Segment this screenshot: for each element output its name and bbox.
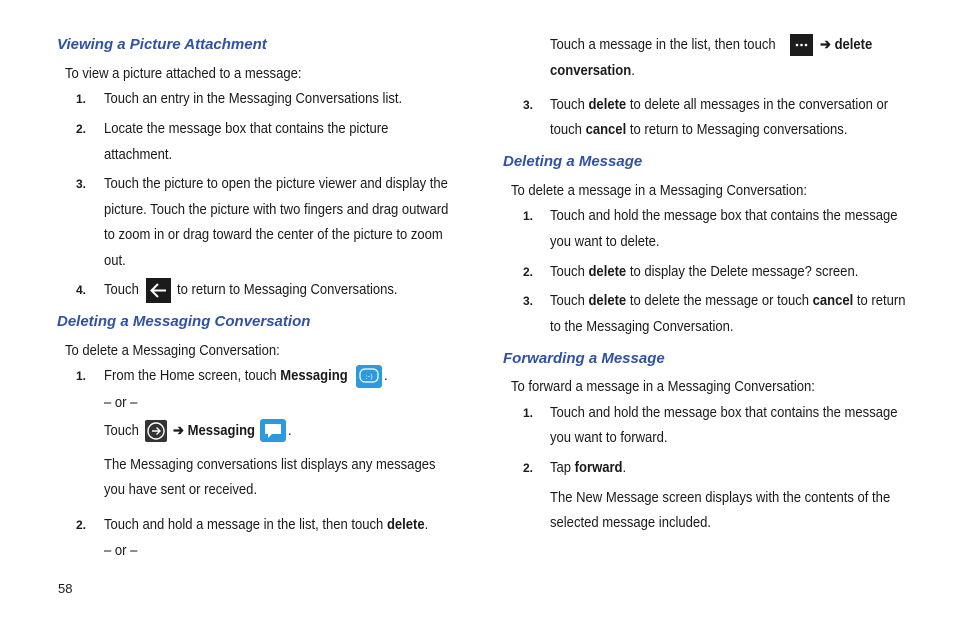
note-text: you have sent or received.: [104, 482, 258, 498]
step-text: Touch a message in the list, then touch: [550, 37, 776, 53]
step-number: 3.: [76, 177, 87, 191]
step-text: you want to forward.: [550, 430, 668, 446]
or-separator: – or –: [104, 543, 138, 559]
step-number: 2.: [76, 518, 87, 532]
step-text: .: [288, 423, 292, 439]
step-number: 1.: [76, 92, 87, 106]
step-text: Tap forward.: [550, 460, 627, 476]
messaging-icon: [356, 365, 382, 388]
note-text: The New Message screen displays with the contents of the: [550, 490, 891, 506]
or-separator: – or –: [104, 395, 138, 411]
step-text: attachment.: [104, 147, 173, 163]
step-text: touch cancel to return to Messaging conversations.: [550, 122, 848, 138]
step-number: 1.: [523, 209, 534, 223]
step-text: Touch: [104, 282, 139, 298]
messaging-icon: [260, 419, 286, 442]
step-number: 3.: [523, 98, 534, 112]
step-text: to the Messaging Conversation.: [550, 319, 734, 335]
step-text: to zoom in or drag toward the center of the picture to zoom: [104, 227, 443, 243]
step-number: 2.: [76, 122, 87, 136]
step-number: 1.: [523, 406, 534, 420]
step-number: 1.: [76, 369, 87, 383]
step-text: picture. Touch the picture with two fingers and drag outward: [104, 202, 449, 218]
step-text: you want to delete.: [550, 234, 660, 250]
svg-text::-): :-): [365, 373, 373, 381]
step-text: ➔ delete: [820, 37, 873, 53]
back-arrow-icon: [146, 278, 171, 303]
heading-deleting-conversation: Deleting a Messaging Conversation: [57, 313, 311, 330]
heading-forwarding-message: Forwarding a Message: [503, 350, 665, 367]
step-text: conversation.: [550, 63, 635, 79]
step-number: 4.: [76, 283, 87, 297]
step-text: Touch delete to delete the message or touch cancel to return: [550, 293, 906, 309]
step-number: 3.: [523, 294, 534, 308]
heading-deleting-message: Deleting a Message: [503, 153, 643, 170]
note-text: selected message included.: [550, 515, 712, 531]
note-text: The Messaging conversations list displays any messages: [104, 457, 436, 473]
step-number: 2.: [523, 461, 534, 475]
step-text: Touch: [104, 423, 139, 439]
apps-icon: [145, 420, 167, 442]
step-text: From the Home screen, touch Messaging: [104, 368, 348, 384]
page-number: 58: [58, 581, 73, 596]
step-text: Touch delete to display the Delete message? screen.: [550, 264, 859, 280]
heading-viewing-picture: Viewing a Picture Attachment: [57, 36, 267, 53]
step-text: Locate the message box that contains the picture: [104, 121, 389, 137]
step-text: Touch and hold the message box that contains the message: [550, 405, 898, 421]
step-text: .: [384, 368, 388, 384]
step-text: to return to Messaging Conversations.: [177, 282, 398, 298]
intro-view-picture: To view a picture attached to a message:: [65, 66, 302, 82]
step-number: 2.: [523, 265, 534, 279]
intro-delete-conversation: To delete a Messaging Conversation:: [65, 343, 280, 359]
step-text: Touch an entry in the Messaging Conversations list.: [104, 91, 403, 107]
step-text: ➔ Messaging: [173, 423, 256, 439]
step-text: Touch and hold the message box that contains the message: [550, 208, 898, 224]
step-text: Touch delete to delete all messages in the conversation or: [550, 97, 889, 113]
intro-forward-message: To forward a message in a Messaging Conversation:: [511, 379, 815, 395]
step-text: Touch and hold a message in the list, then touch delete.: [104, 517, 429, 533]
step-text: out.: [104, 253, 126, 269]
menu-icon: [790, 34, 813, 56]
intro-delete-message: To delete a message in a Messaging Conversation:: [511, 183, 807, 199]
step-text: Touch the picture to open the picture viewer and display the: [104, 176, 448, 192]
